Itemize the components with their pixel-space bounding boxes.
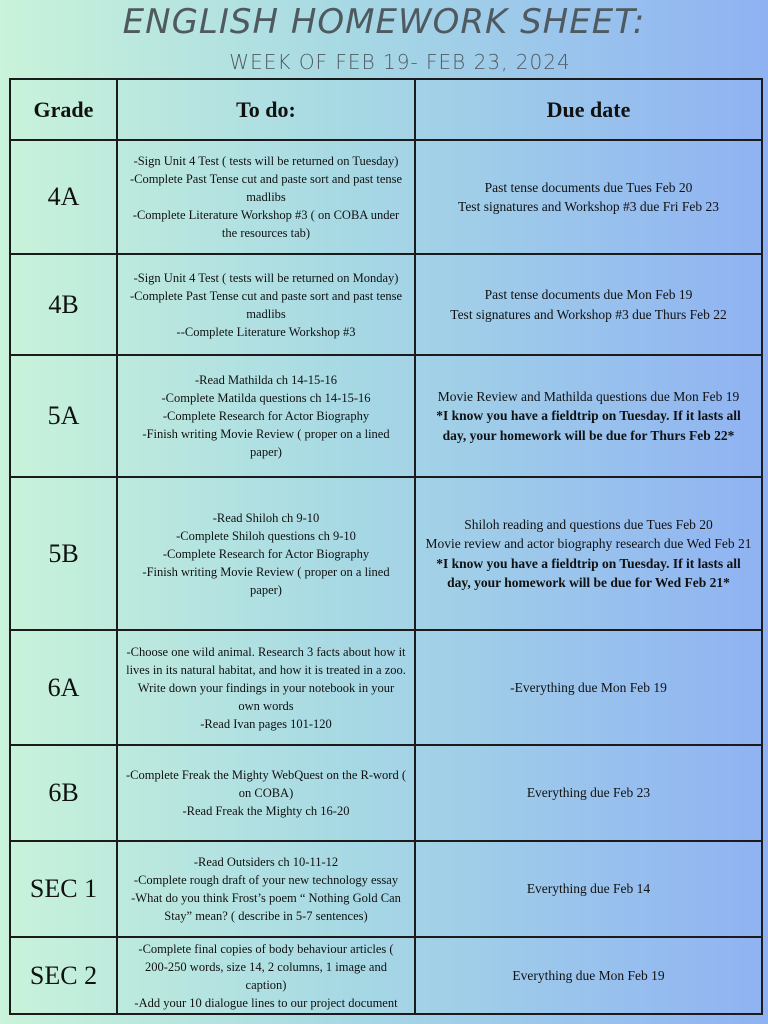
grade-cell: SEC 2 [10,937,117,1014]
grade-cell: 6B [10,745,117,841]
due-item: Movie Review and Mathilda questions due Mon Feb 19 [437,388,740,404]
due-item: Everything due Feb 23 [526,785,651,801]
header-grade: Grade [10,79,117,140]
table-row [10,630,762,745]
grade-cell: 5A [10,355,117,477]
todo-item: -Read Mathilda ch 14-15-16 [195,373,337,387]
todo-item: -Complete Past Tense cut and paste sort and past tense madlibs [129,172,403,204]
table-row [10,841,762,937]
due-item: Everything due Feb 14 [526,881,651,897]
todo-item: -Complete Shiloh questions ch 9-10 [176,528,356,543]
due-item: Shiloh reading and questions due Tues Feb 20 [464,516,713,532]
todo-item: -Choose one wild animal. Research 3 facts about how it lives in its natural habitat, and how it is treated in a zoo. Write down your findings in your notebook in your own words [126,644,406,713]
due-cell [415,140,762,254]
header-due: Due date [415,79,762,140]
due-item: Past tense documents due Tues Feb 20 [484,179,693,195]
todo-item: -Complete Research for Actor Biography [162,409,370,423]
due-cell [415,254,762,355]
due-cell [415,745,762,841]
todo-item: -Complete Past Tense cut and paste sort and past tense madlibs [129,288,403,321]
todo-item: -Complete Literature Workshop #3 ( on COBA under the resources tab) [132,208,400,240]
due-item: Test signatures and Workshop #3 due Thurs Feb 22 [450,306,727,322]
fieldtrip-note: *I know you have a fieldtrip on Tuesday. If it lasts all day, your homework will be due for Thurs Feb 22* [436,408,741,443]
todo-item: -Add your 10 dialogue lines to our project document [134,995,398,1010]
due-item: Past tense documents due Mon Feb 19 [484,287,693,302]
due-cell [415,355,762,477]
todo-cell [117,841,415,937]
due-cell [415,841,762,937]
homework-table [9,78,763,1015]
table-row [10,937,762,1014]
todo-item: -Sign Unit 4 Test ( tests will be returned on Tuesday) [133,154,399,168]
todo-cell [117,630,415,745]
grade-cell: 6A [10,630,117,745]
todo-item: --Complete Literature Workshop #3 [176,324,356,339]
todo-item: -Read Ivan pages 101-120 [200,716,332,731]
grade-cell: 4B [10,254,117,355]
todo-item: -Read Freak the Mighty ch 16-20 [182,804,350,818]
todo-item: -Complete rough draft of your new technology essay [133,873,399,887]
table-row [10,140,762,254]
todo-cell [117,355,415,477]
page-title: ENGLISH HOMEWORK SHEET: [122,2,646,42]
todo-item: -Complete Research for Actor Biography [162,546,370,561]
due-item: Test signatures and Workshop #3 due Fri Feb 23 [458,199,719,214]
due-item: -Everything due Mon Feb 19 [510,679,667,695]
due-cell [415,630,762,745]
due-cell [415,937,762,1014]
todo-item: -Read Shiloh ch 9-10 [212,510,320,525]
table-row [10,745,762,841]
todo-item: -Finish writing Movie Review ( proper on a lined paper) [142,427,390,459]
todo-cell [117,254,415,355]
due-cell [415,477,762,630]
fieldtrip-note: *I know you have a fieldtrip on Tuesday. If it lasts all day, your homework will be due for Wed Feb 21* [436,555,741,590]
table-row [10,254,762,355]
todo-item: -Complete Freak the Mighty WebQuest on the R-word ( on COBA) [126,768,406,800]
table-row [10,355,762,477]
todo-cell [117,745,415,841]
todo-item: -What do you think Frost’s poem “ Nothing Gold Can Stay” mean? ( describe in 5-7 sentences) [131,891,401,923]
todo-item: -Sign Unit 4 Test ( tests will be returned on Monday) [133,270,399,285]
todo-cell [117,477,415,630]
due-item: Everything due Mon Feb 19 [512,967,665,983]
todo-cell [117,140,415,254]
grade-cell: 4A [10,140,117,254]
todo-item: -Read Outsiders ch 10-11-12 [193,855,339,869]
todo-item: -Complete Matilda questions ch 14-15-16 [161,391,371,405]
due-item: Movie review and actor biography research due Wed Feb 21 [425,536,752,551]
todo-item: -Finish writing Movie Review ( proper on a lined paper) [142,564,390,597]
page-subtitle: WEEK OF FEB 19- FEB 23, 2024 [229,50,571,74]
grade-cell: 5B [10,477,117,630]
table-row [10,477,762,630]
grade-cell: SEC 1 [10,841,117,937]
header-todo: To do: [117,79,415,140]
todo-item: -Complete final copies of body behaviour articles ( 200-250 words, size 14, 2 columns, 1 image and caption) [138,941,394,992]
todo-cell [117,937,415,1014]
header-row [10,79,762,140]
